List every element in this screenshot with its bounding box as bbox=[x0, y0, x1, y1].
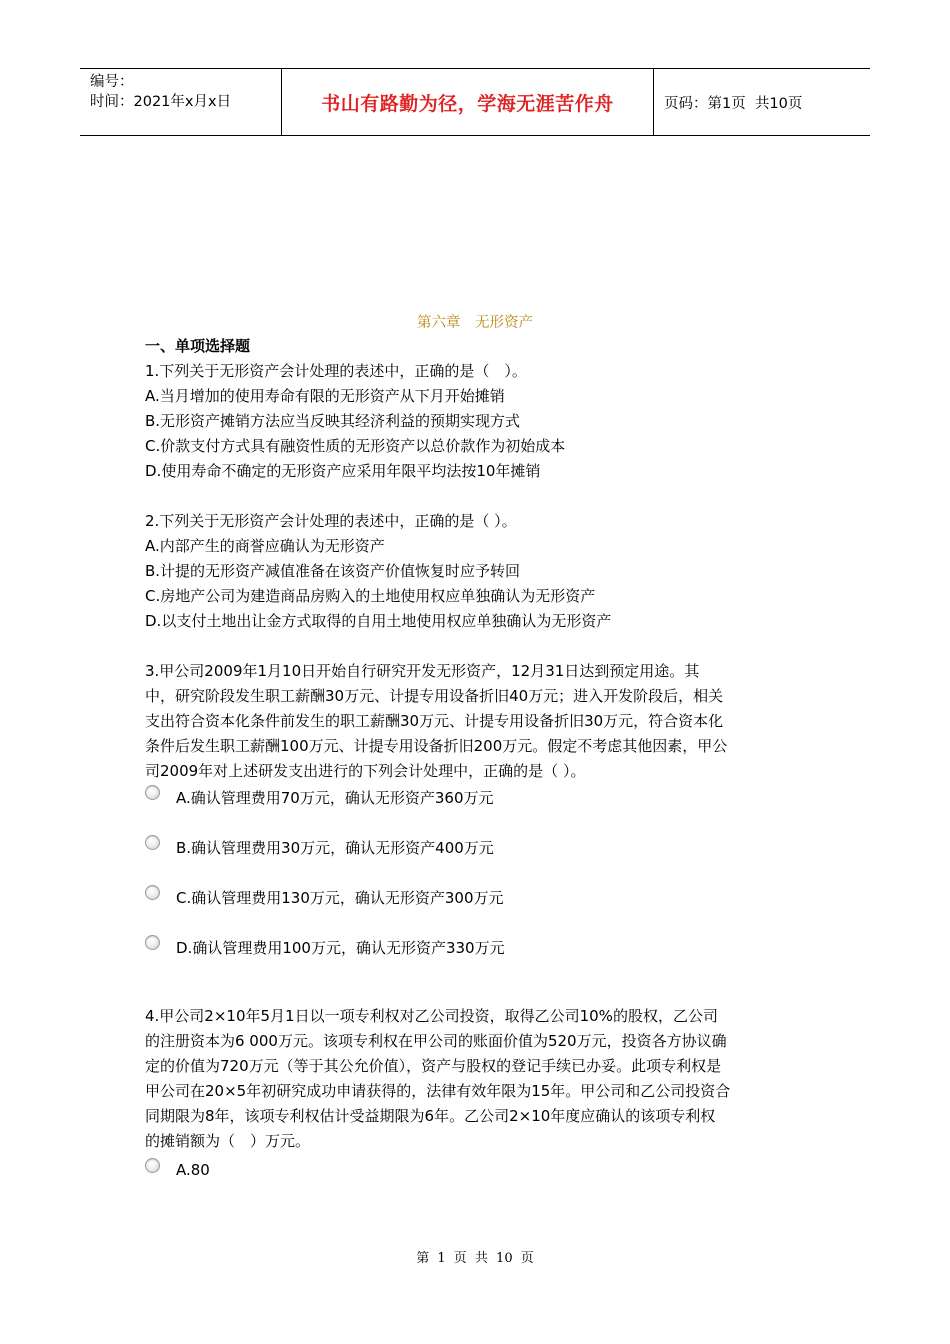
question-3-stem-line: 中，研究阶段发生职工薪酬30万元、计提专用设备折旧40万元；进入开发阶段后，相关 bbox=[145, 687, 724, 705]
question-2-option-b: B.计提的无形资产减值准备在该资产价值恢复时应予转回 bbox=[145, 562, 521, 580]
page-footer: 第 1 页 共 10 页 bbox=[416, 1251, 534, 1266]
question-3-option-a[interactable] bbox=[145, 787, 494, 808]
question-3-option-c[interactable] bbox=[145, 887, 504, 908]
question-4-content bbox=[145, 1004, 815, 1154]
option-label: D.确认管理费用100万元，确认无形资产330万元 bbox=[176, 939, 505, 957]
radio-button[interactable] bbox=[145, 835, 160, 850]
header-motto-cell bbox=[282, 69, 654, 135]
option-label: C.确认管理费用130万元，确认无形资产300万元 bbox=[176, 889, 504, 907]
question-1-stem: 1.下列关于无形资产会计处理的表述中，正确的是（ ）。 bbox=[145, 362, 527, 380]
question-2-stem: 2.下列关于无形资产会计处理的表述中，正确的是（ ）。 bbox=[145, 512, 517, 530]
document-time-label: 时间：2021年x月x日 bbox=[90, 94, 232, 110]
question-3-option-d[interactable] bbox=[145, 937, 505, 958]
header-meta-cell bbox=[80, 69, 282, 135]
question-1-option-a: A.当月增加的使用寿命有限的无形资产从下月开始摊销 bbox=[145, 387, 505, 405]
question-3-stem-line: 支出符合资本化条件前发生的职工薪酬30万元、计提专用设备折旧30万元，符合资本化 bbox=[145, 712, 724, 730]
motto-text: 书山有路勤为径，学海无涯苦作舟 bbox=[321, 92, 614, 115]
radio-button[interactable] bbox=[145, 785, 160, 800]
question-1-option-b: B.无形资产摊销方法应当反映其经济利益的预期实现方式 bbox=[145, 412, 521, 430]
radio-button[interactable] bbox=[145, 935, 160, 950]
question-2-option-a: A.内部产生的商誉应确认为无形资产 bbox=[145, 537, 385, 555]
question-3-option-b[interactable] bbox=[145, 837, 494, 858]
question-1-option-d: D.使用寿命不确定的无形资产应采用年限平均法按10年摊销 bbox=[145, 462, 541, 480]
section-title: 一、单项选择题 bbox=[145, 337, 251, 355]
question-content bbox=[145, 334, 815, 784]
question-1-option-c: C.价款支付方式具有融资性质的无形资产以总价款作为初始成本 bbox=[145, 437, 566, 455]
spacer bbox=[145, 634, 815, 659]
chapter-title: 第六章 无形资产 bbox=[417, 315, 533, 331]
question-3-stem-line: 条件后发生职工薪酬100万元、计提专用设备折旧200万元。假定不考虑其他因素，甲公 bbox=[145, 737, 728, 755]
question-3-stem-line: 司2009年对上述研发支出进行的下列会计处理中，正确的是（ ）。 bbox=[145, 762, 586, 780]
header-page-cell bbox=[654, 69, 870, 135]
question-4-stem-line: 的摊销额为（ ）万元。 bbox=[145, 1132, 311, 1150]
question-4-stem-line: 甲公司在20×5年初研究成功申请获得的，法律有效年限为15年。甲公司和乙公司投资合 bbox=[145, 1082, 731, 1100]
option-label: A.80 bbox=[176, 1161, 210, 1179]
page-info-text: 页码：第1页 共10页 bbox=[664, 95, 803, 112]
radio-button[interactable] bbox=[145, 1158, 160, 1173]
document-number-label: 编号： bbox=[90, 74, 134, 90]
option-label: A.确认管理费用70万元，确认无形资产360万元 bbox=[176, 789, 494, 807]
page-header-table bbox=[80, 68, 870, 136]
question-4-stem-line: 定的价值为720万元（等于其公允价值），资产与股权的登记手续已办妥。此项专利权是 bbox=[145, 1057, 722, 1075]
question-4-option-a[interactable] bbox=[145, 1161, 210, 1179]
radio-button[interactable] bbox=[145, 885, 160, 900]
question-2-option-c: C.房地产公司为建造商品房购入的土地使用权应单独确认为无形资产 bbox=[145, 587, 596, 605]
question-4-stem-line: 4.甲公司2×10年5月1日以一项专利权对乙公司投资，取得乙公司10%的股权，乙公司 bbox=[145, 1007, 718, 1025]
spacer bbox=[145, 484, 815, 509]
question-2-option-d: D.以支付土地出让金方式取得的自用土地使用权应单独确认为无形资产 bbox=[145, 612, 612, 630]
question-3-stem-line: 3.甲公司2009年1月10日开始自行研究开发无形资产，12月31日达到预定用途。其 bbox=[145, 662, 700, 680]
question-4-stem-line: 同期限为8年，该项专利权估计受益期限为6年。乙公司2×10年度应确认的该项专利权 bbox=[145, 1107, 716, 1125]
question-4-stem-line: 的注册资本为6 000万元。该项专利权在甲公司的账面价值为520万元，投资各方协议确 bbox=[145, 1032, 727, 1050]
option-label: B.确认管理费用30万元，确认无形资产400万元 bbox=[176, 839, 494, 857]
